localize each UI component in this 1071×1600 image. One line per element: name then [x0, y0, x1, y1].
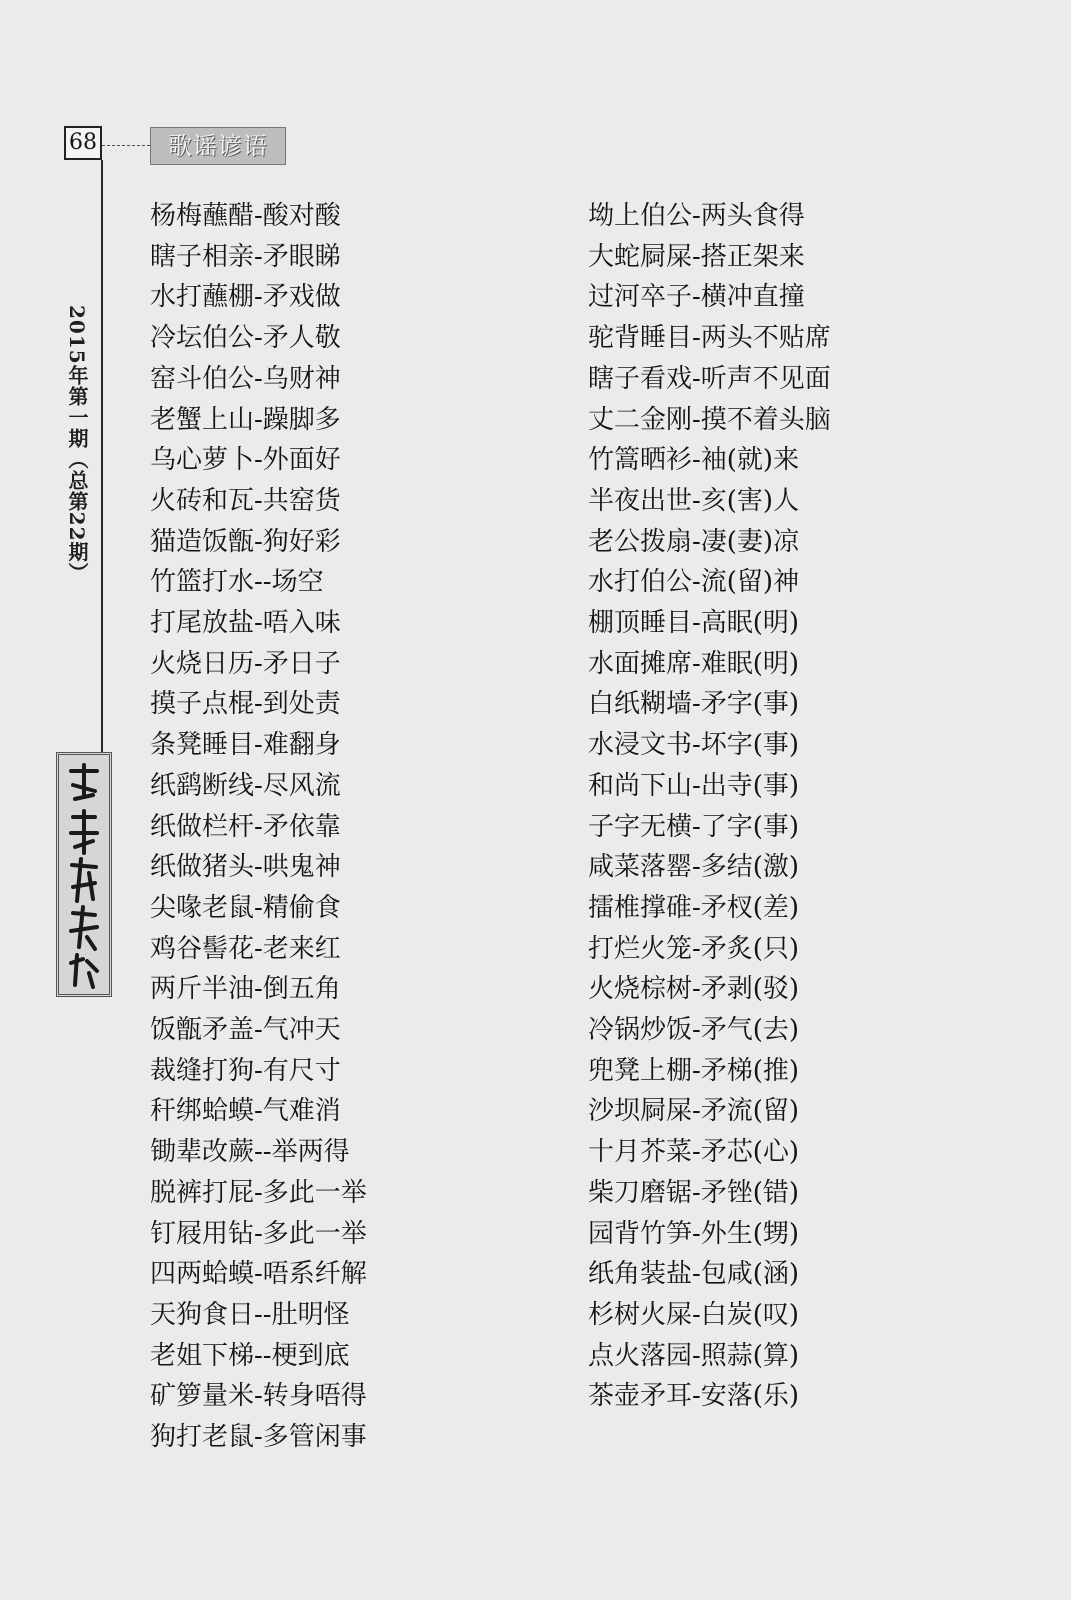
list-item: 饭甑矛盖-气冲天 — [150, 1015, 341, 1046]
list-item: 摸子点棍-到处责 — [150, 689, 341, 720]
list-item: 坳上伯公-两头食得 — [588, 201, 805, 231]
list-item: 杉树火屎-白炭(叹) — [588, 1299, 800, 1330]
page-number: 68 — [64, 126, 102, 160]
list-item: 狗打老鼠-多管闲事 — [150, 1422, 367, 1453]
list-item: 竹篮打水--场空 — [150, 567, 324, 598]
list-item: 柴刀磨锯-矛锉(错) — [588, 1177, 800, 1208]
list-item: 水面摊席-难眠(明) — [588, 648, 800, 679]
list-item: 水打伯公-流(留)神 — [588, 567, 800, 598]
list-item: 瞎子相亲-矛眼睇 — [150, 241, 341, 272]
section-title: 歌谣谚语 — [150, 127, 286, 165]
list-item: 咸菜落罂-多结(激) — [588, 852, 800, 883]
list-item: 纸做猪头-哄鬼神 — [150, 852, 341, 883]
list-item: 纸做栏杆-矛依靠 — [150, 811, 341, 842]
list-item: 过河卒子-横冲直撞 — [588, 282, 805, 313]
list-item: 矿箩量米-转身唔得 — [150, 1381, 367, 1412]
list-item: 老姐下梯--梗到底 — [150, 1340, 350, 1371]
list-item: 白纸糊墙-矛字(事) — [588, 689, 800, 720]
list-item: 擂椎撑碓-矛杈(差) — [588, 892, 800, 923]
header-divider — [102, 145, 150, 146]
list-item: 钉屐用钻-多此一举 — [150, 1218, 367, 1249]
list-item: 棚顶睡目-高眠(明) — [588, 608, 800, 639]
list-item: 乌心萝卜-外面好 — [150, 445, 341, 476]
list-item: 冷锅炒饭-矛气(去) — [588, 1015, 800, 1046]
list-item: 天狗食日--肚明怪 — [150, 1299, 350, 1330]
idiom-column-left — [150, 196, 367, 1458]
list-item: 两斤半油-倒五角 — [150, 974, 341, 1005]
list-item: 脱裤打屁-多此一举 — [150, 1177, 367, 1208]
list-item: 冷坛伯公-矛人敬 — [150, 323, 341, 354]
idiom-column-right — [588, 196, 831, 1417]
list-item: 和尚下山-出寺(事) — [588, 770, 800, 801]
list-item: 子字无横-了字(事) — [588, 811, 800, 842]
list-item: 老公拨扇-凄(妻)凉 — [588, 526, 800, 557]
list-item: 火烧棕树-矛剥(驳) — [588, 974, 800, 1005]
list-item: 尖喙老鼠-精偷食 — [150, 892, 341, 923]
list-item: 瞎子看戏-听声不见面 — [588, 363, 831, 394]
list-item: 裁缝打狗-有尺寸 — [150, 1055, 341, 1086]
list-item: 驼背睡目-两头不贴席 — [588, 323, 831, 354]
list-item: 半夜出世-亥(害)人 — [588, 485, 800, 516]
list-item: 杨梅蘸醋-酸对酸 — [150, 201, 341, 231]
list-item: 老蟹上山-躁脚多 — [150, 404, 341, 435]
list-item: 竹篙晒衫-袖(就)来 — [588, 445, 800, 476]
list-item: 火烧日历-矛日子 — [150, 648, 341, 679]
list-item: 园背竹笋-外生(甥) — [588, 1218, 800, 1249]
list-item: 打尾放盐-唔入味 — [150, 608, 341, 639]
margin-rule — [101, 160, 103, 753]
list-item: 大蛇屙屎-搭正架来 — [588, 241, 805, 272]
list-item: 锄辈改蕨--举两得 — [150, 1137, 350, 1168]
issue-info: 2015年第一期（总第22期） — [65, 305, 89, 584]
publication-logo — [56, 752, 112, 997]
list-item: 秆绑蛤蟆-气难消 — [150, 1096, 341, 1127]
list-item: 四两蛤蟆-唔系纤解 — [150, 1259, 367, 1290]
list-item: 兜凳上棚-矛梯(推) — [588, 1055, 800, 1086]
list-item: 纸角装盐-包咸(涵) — [588, 1259, 800, 1290]
list-item: 打烂火笼-矛炙(只) — [588, 933, 800, 964]
list-item: 猫造饭甑-狗好彩 — [150, 526, 341, 557]
list-item: 窑斗伯公-乌财神 — [150, 363, 341, 394]
list-item: 鸡谷髻花-老来红 — [150, 933, 341, 964]
list-item: 沙坝屙屎-矛流(留) — [588, 1096, 800, 1127]
list-item: 火砖和瓦-共窑货 — [150, 485, 341, 516]
list-item: 点火落园-照蒜(算) — [588, 1340, 800, 1371]
list-item: 茶壶矛耳-安落(乐) — [588, 1381, 800, 1412]
list-item: 丈二金刚-摸不着头脑 — [588, 404, 831, 435]
list-item: 纸鹞断线-尽风流 — [150, 770, 341, 801]
calligraphy-logo-icon — [59, 755, 109, 994]
list-item: 水浸文书-坏字(事) — [588, 730, 800, 761]
list-item: 水打蘸棚-矛戏做 — [150, 282, 341, 313]
list-item: 十月芥菜-矛芯(心) — [588, 1137, 800, 1168]
list-item: 条凳睡目-难翻身 — [150, 730, 341, 761]
